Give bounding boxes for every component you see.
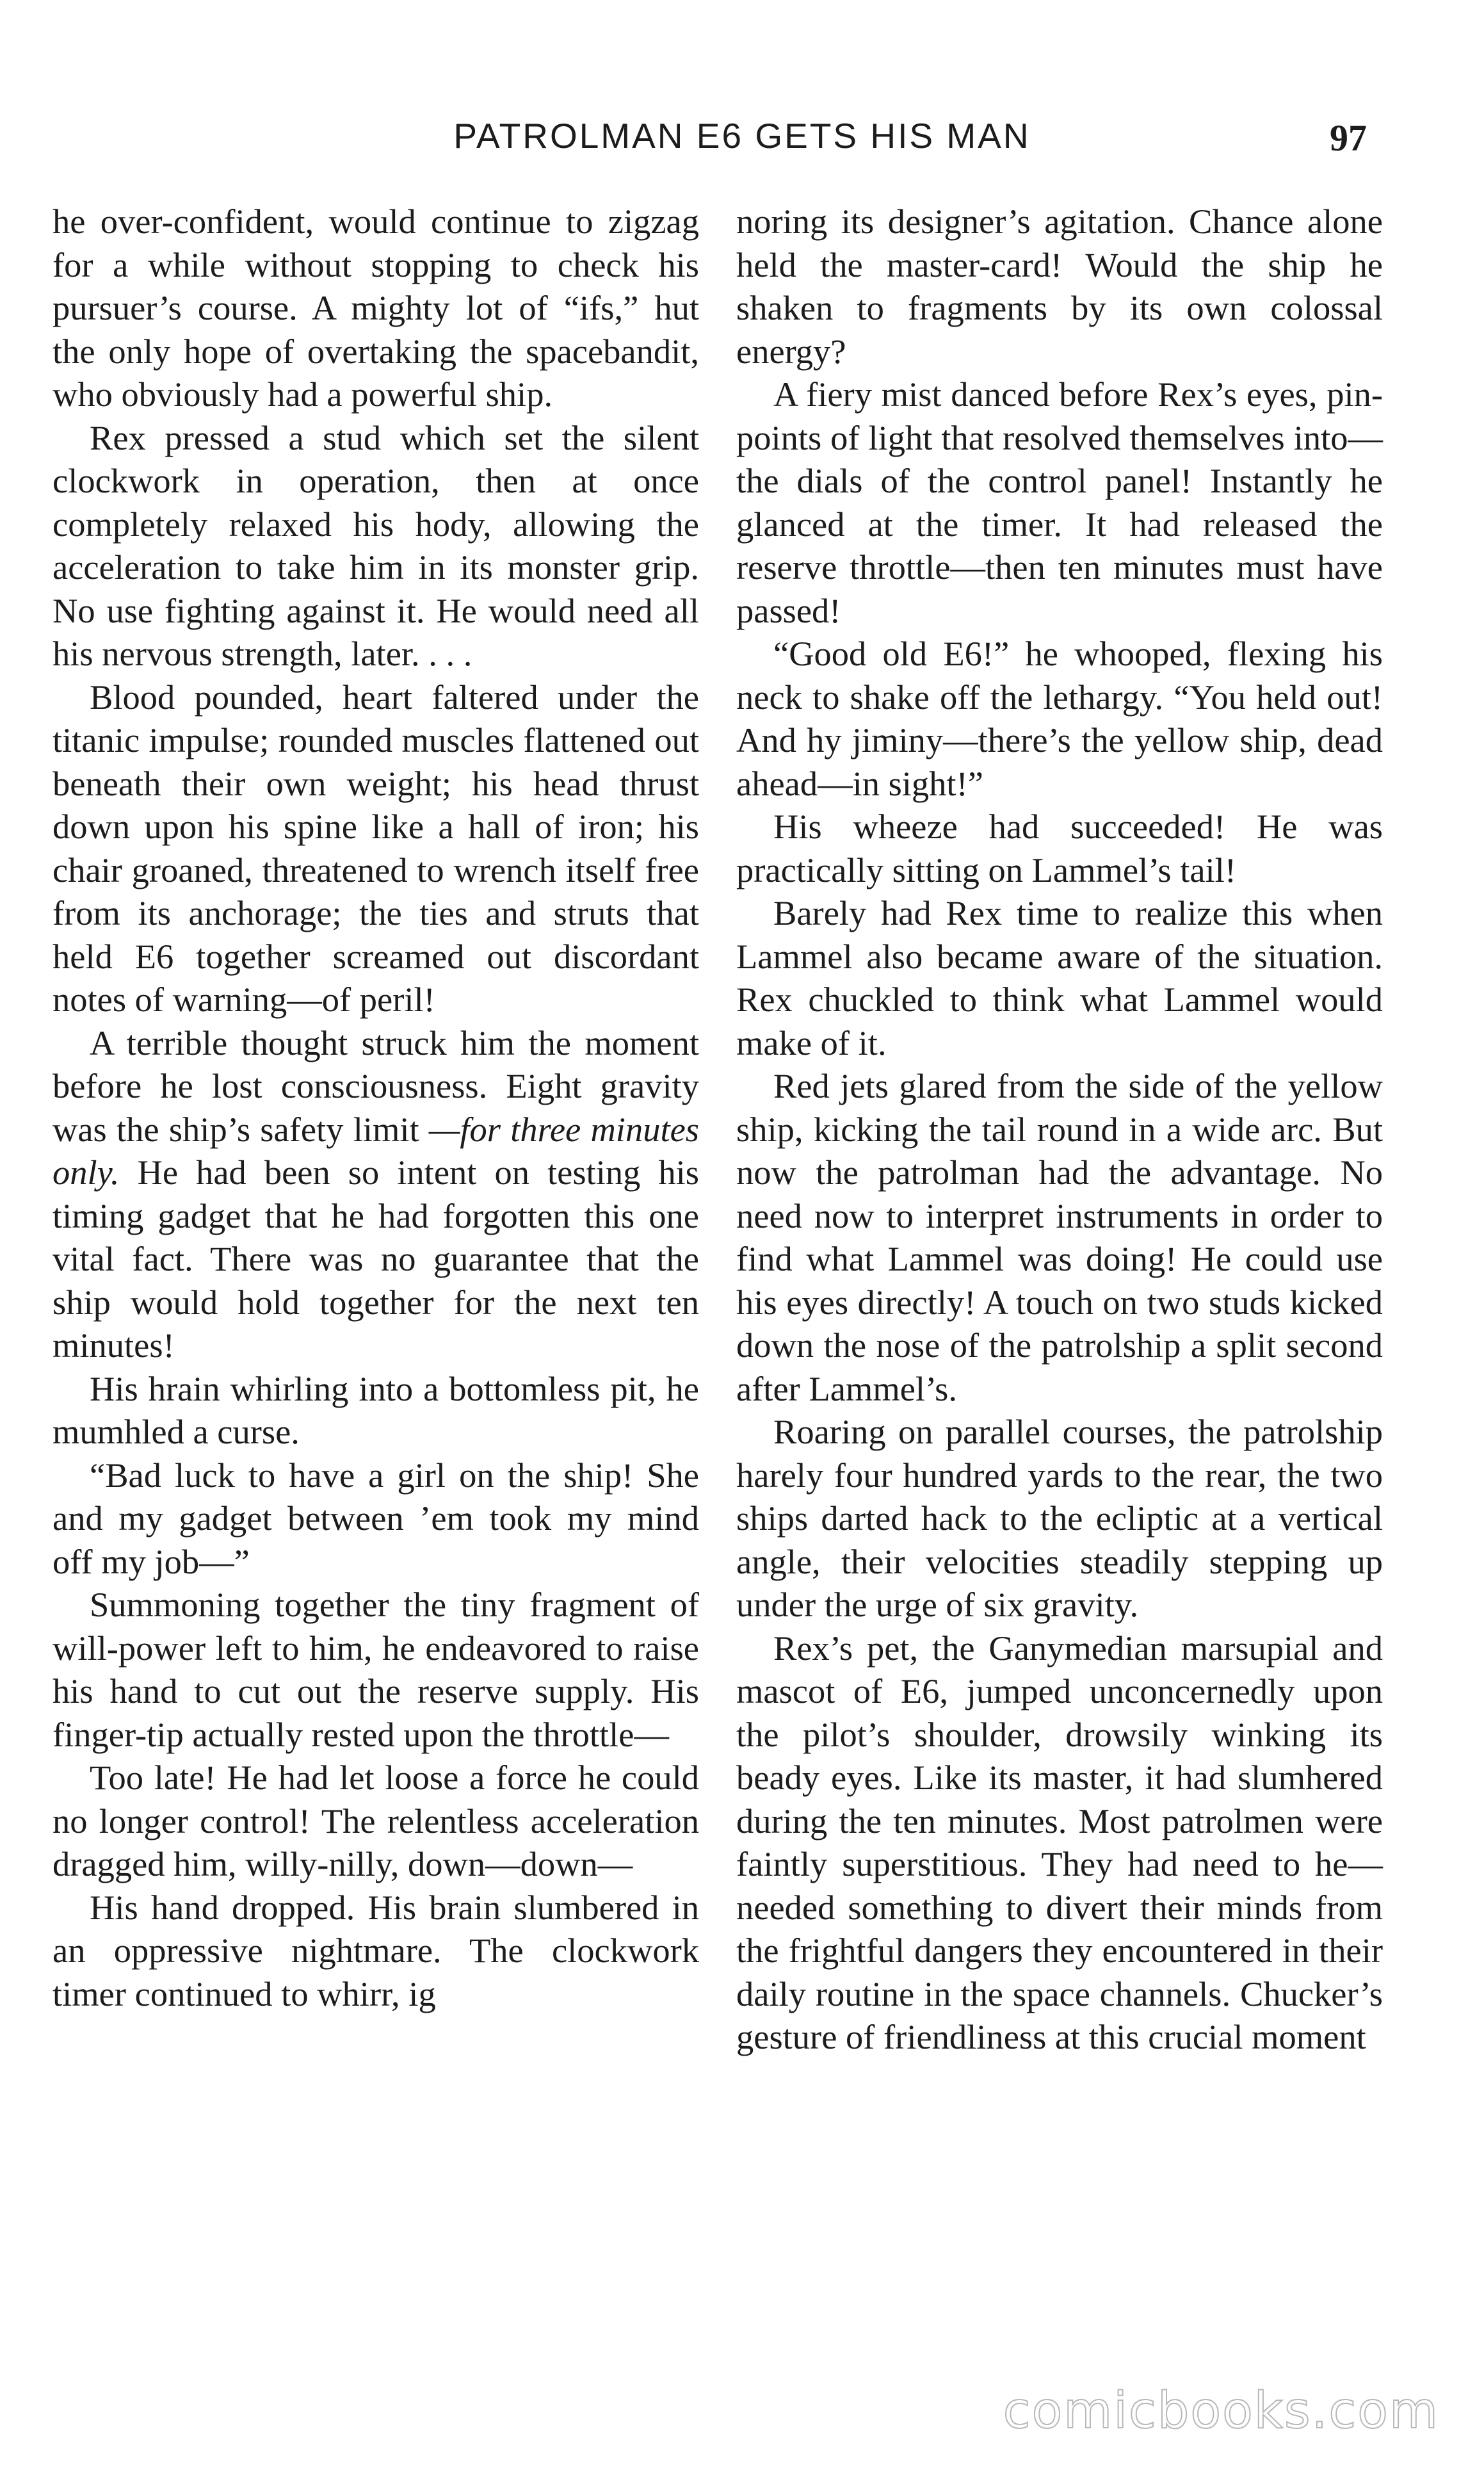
left-column <box>52 200 699 2015</box>
running-title: PATROLMAN E6 GETS HIS MAN <box>453 116 1031 156</box>
paragraph: Barely had Rex time to realize this when Lammel also became aware of the situation. Rex chuckled to think what Lammel would make of it. <box>736 893 1383 1062</box>
paragraph: Rex’s pet, the Ganymedian marsupial and mascot of E6, jumped unconcernedly upon the pilot’s shoulder, drowsily winking its beady eyes. Like its master, it had slumhered during the ten minutes. Most patrolmen were faintly superstitious. They had need to he—needed something to divert their minds from the frightful dangers they encountered in their daily routine in the space channels. Chucker’s gesture of friendliness at this crucial moment <box>736 1628 1383 2056</box>
page-number: 97 <box>1330 117 1367 159</box>
paragraph-text: A terrible thought struck him the moment before he lost consciousness. Eight gravity was the ship’s safety limit <box>52 1023 699 1149</box>
paragraph: His hand dropped. His brain slumbered in an oppressive nightmare. The clockwork timer continued to whirr, ig <box>52 1887 699 2013</box>
paragraph: Rex pressed a stud which set the silent clockwork in operation, then at once completely relaxed his hody, allowing the acceleration to take him in its monster grip. No use fighting against it. He would need all his nervous strength, later. . . . <box>52 418 699 673</box>
paragraph: Summoning together the tiny fragment of will-power left to him, he endeavored to raise his hand to cut out the reserve supply. His finger-tip actually rested upon the throttle— <box>52 1585 699 1754</box>
paragraph <box>52 1021 699 1367</box>
paragraph-text: He had been so intent on testing his timing gadget that he had forgotten this one vital fact. There was no guarantee that the ship would hold together for the next ten minutes! <box>52 1153 699 1365</box>
emphasis-text: —for three minutes only. <box>52 1109 699 1192</box>
right-column <box>736 200 1383 2059</box>
paragraph: “Bad luck to have a girl on the ship! She and my gadget between ’em took my mind off my job—” <box>52 1455 699 1581</box>
paragraph: Blood pounded, heart faltered under the titanic impulse; rounded muscles flattened out beneath their own weight; his head thrust down upon his spine like a hall of iron; his chair groaned, threatened to wrench itself free from its anchorage; the ties and struts that held E6 together screamed out discordant notes of warning—of peril! <box>52 677 699 1019</box>
paragraph: noring its designer’s agitation. Chance alone held the master-card! Would the ship he shaken to fragments by its own colossal energy? <box>736 202 1383 371</box>
paragraph: A fiery mist danced before Rex’s eyes, pin-points of light that resolved themselves into—the dials of the control panel! Instantly he glanced at the timer. It had released the reserve throttle—then ten minutes must have passed! <box>736 375 1383 630</box>
watermark: comicbooks.com <box>1003 2382 1439 2440</box>
paragraph: Red jets glared from the side of the yellow ship, kicking the tail round in a wide arc. But now the patrolman had the advantage. No need now to interpret instruments in order to find what Lammel was doing! He could use his eyes directly! A touch on two studs kicked down the nose of the patrolship a split second after Lammel’s. <box>736 1066 1383 1408</box>
paragraph: he over-confident, would continue to zigzag for a while without stopping to check his pursuer’s course. A mighty lot of “ifs,” hut the only hope of overtaking the spacebandit, who obviously had a powerful ship. <box>52 202 699 414</box>
paragraph: Roaring on parallel courses, the patrolship harely four hundred yards to the rear, the two ships darted hack to the ecliptic at a vertical angle, their velocities steadily stepping up under the urge of six gravity. <box>736 1412 1383 1624</box>
paragraph: His wheeze had succeeded! He was practically sitting on Lammel’s tail! <box>736 807 1383 889</box>
paragraph: His hrain whirling into a bottomless pit, he mumhled a curse. <box>52 1368 699 1451</box>
paragraph: Too late! He had let loose a force he could no longer control! The relentless acceleration dragged him, willy-nilly, down—down— <box>52 1758 699 1883</box>
running-head <box>0 115 1484 166</box>
paragraph: “Good old E6!” he whooped, flexing his neck to shake off the lethargy. “You held out! And hy jiminy—there’s the yellow ship, dead ahead—in sight!” <box>736 634 1383 803</box>
